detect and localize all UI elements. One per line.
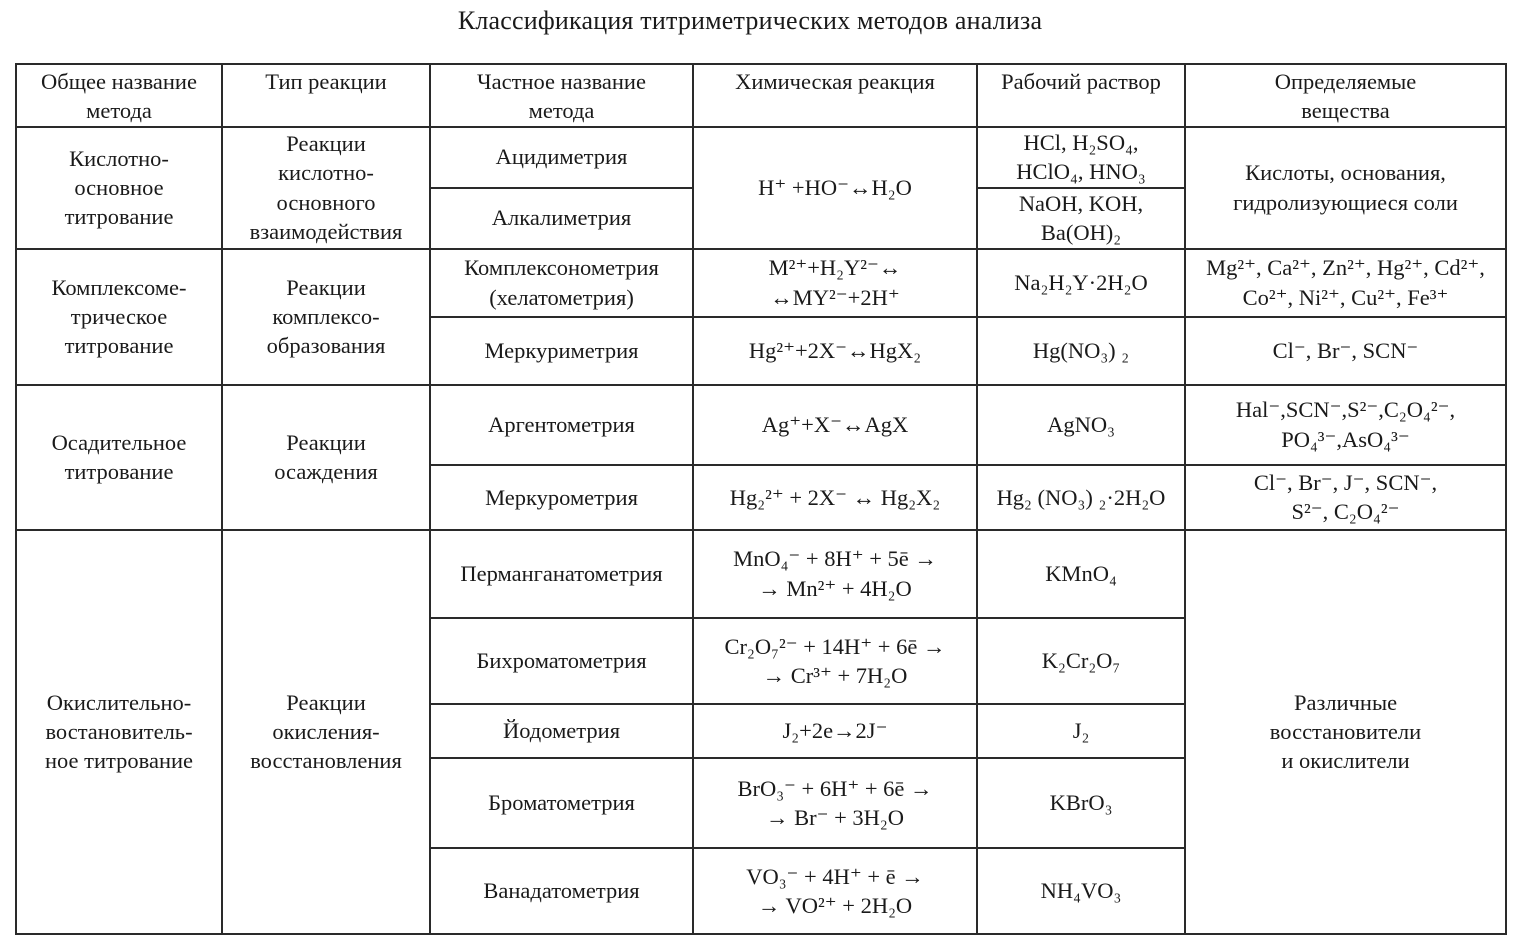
solution-acidimetry: HCl, H₂SO₄, HClO₄, HNO₃ (977, 127, 1185, 188)
reaction-mercurimetry: Hg²⁺+2X⁻↔HgX₂ (693, 317, 977, 385)
method-bichromatometry: Бихроматометрия (430, 618, 693, 704)
reaction-complexonometry: M²⁺+H₂Y²⁻↔ ↔MY²⁻+2H⁺ (693, 249, 977, 317)
method-vanadatometry: Ванадатометрия (430, 848, 693, 934)
solution-bromatometry: KBrO₃ (977, 758, 1185, 848)
reaction-bromatometry: BrO₃⁻ + 6H⁺ + 6ē → → Br⁻ + 3H₂O (693, 758, 977, 848)
reaction-mercurometry: Hg₂²⁺ + 2X⁻ ↔ Hg₂X₂ (693, 465, 977, 530)
table-row (16, 127, 1506, 188)
solution-mercurometry: Hg₂ (NO₃) ₂·2H₂O (977, 465, 1185, 530)
method-mercurometry: Меркурометрия (430, 465, 693, 530)
header-working-solution: Рабочий раствор (977, 64, 1185, 127)
method-iodometry: Йодометрия (430, 704, 693, 758)
header-particular-name: Частное название метода (430, 64, 693, 127)
method-alkalimetry: Алкалиметрия (430, 188, 693, 249)
method-complexonometry: Комплексонометрия (хелатометрия) (430, 249, 693, 317)
titrimetry-classification-table (15, 63, 1507, 935)
reaction-permanganatometry: MnO₄⁻ + 8H⁺ + 5ē → → Mn²⁺ + 4H₂O (693, 530, 977, 618)
solution-mercurimetry: Hg(NO₃) ₂ (977, 317, 1185, 385)
group-name-complexometric: Комплексоме- трическое титрование (16, 249, 222, 385)
solution-complexonometry: Na₂H₂Y·2H₂O (977, 249, 1185, 317)
determined-acid-base: Кислоты, основания, гидролизующиеся соли (1185, 127, 1506, 249)
table-row (16, 385, 1506, 465)
solution-permanganatometry: KMnO₄ (977, 530, 1185, 618)
reaction-vanadatometry: VO₃⁻ + 4H⁺ + ē → → VO²⁺ + 2H₂O (693, 848, 977, 934)
determined-argentometry: Hal⁻,SCN⁻,S²⁻,C₂O₄²⁻, PO₄³⁻,AsO₄³⁻ (1185, 385, 1506, 465)
reaction-type-precipitation: Реакции осаждения (222, 385, 430, 530)
group-name-redox: Окислительно- востановитель- ное титрование (16, 530, 222, 934)
solution-bichromatometry: K₂Cr₂O₇ (977, 618, 1185, 704)
method-argentometry: Аргентометрия (430, 385, 693, 465)
header-determined-substances: Определяемые вещества (1185, 64, 1506, 127)
reaction-type-redox: Реакции окисления- восстановления (222, 530, 430, 934)
solution-alkalimetry: NaOH, KOH, Ba(OH)₂ (977, 188, 1185, 249)
solution-vanadatometry: NH₄VO₃ (977, 848, 1185, 934)
method-mercurimetry: Меркуриметрия (430, 317, 693, 385)
reaction-acid-base: H⁺ +HO⁻↔H₂O (693, 127, 977, 249)
reaction-type-acid-base: Реакции кислотно- основного взаимодействия (222, 127, 430, 249)
method-acidimetry: Ацидиметрия (430, 127, 693, 188)
header-row (16, 64, 1506, 127)
group-name-acid-base: Кислотно- основное титрование (16, 127, 222, 249)
table-row (16, 249, 1506, 317)
reaction-iodometry: J₂+2e→2J⁻ (693, 704, 977, 758)
header-chemical-reaction: Химическая реакция (693, 64, 977, 127)
group-name-precipitation: Осадительное титрование (16, 385, 222, 530)
header-reaction-type: Тип реакции (222, 64, 430, 127)
method-permanganatometry: Перманганатометрия (430, 530, 693, 618)
determined-mercurimetry: Cl⁻, Br⁻, SCN⁻ (1185, 317, 1506, 385)
reaction-bichromatometry: Cr₂O₇²⁻ + 14H⁺ + 6ē → → Cr³⁺ + 7H₂O (693, 618, 977, 704)
determined-redox: Различные восстановители и окислители (1185, 530, 1506, 934)
reaction-type-complexometric: Реакции комплексо- образования (222, 249, 430, 385)
method-bromatometry: Броматометрия (430, 758, 693, 848)
solution-iodometry: J₂ (977, 704, 1185, 758)
reaction-argentometry: Ag⁺+X⁻↔AgX (693, 385, 977, 465)
determined-complexonometry: Mg²⁺, Ca²⁺, Zn²⁺, Hg²⁺, Cd²⁺, Co²⁺, Ni²⁺, Cu²⁺, Fe³⁺ (1185, 249, 1506, 317)
solution-argentometry: AgNO₃ (977, 385, 1185, 465)
determined-mercurometry: Cl⁻, Br⁻, J⁻, SCN⁻, S²⁻, C₂O₄²⁻ (1185, 465, 1506, 530)
header-general-name: Общее название метода (16, 64, 222, 127)
table-row (16, 530, 1506, 618)
page-title: Классификация титриметрических методов анализа (457, 6, 1043, 35)
